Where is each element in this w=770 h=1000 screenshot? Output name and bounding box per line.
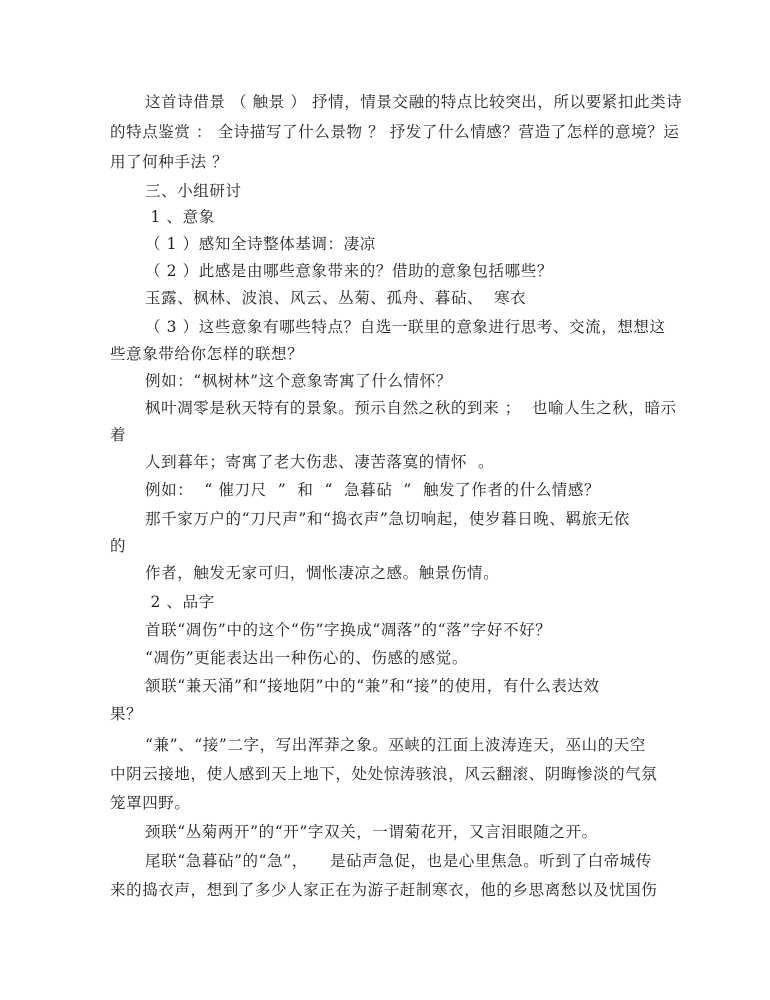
text-line: 枫叶凋零是秋天特有的景象。预示自然之秋的到来 ； 也喻人生之秋，暗示	[145, 399, 677, 417]
text-line: 的	[110, 537, 127, 555]
text-line: 着	[110, 426, 127, 444]
text-line: 例如： “ 催刀尺 ” 和 “ 急暮砧 ” 触发了作者的什么情感？	[145, 481, 601, 499]
text-line: “兼”、“接”二字，写出浑莽之象。巫峡的江面上波涛连天，巫山的天空	[145, 736, 646, 754]
text-line: （ 1 ）感知全诗整体基调：凄凉	[145, 235, 376, 253]
text-line: 用了何种手法 ？	[110, 153, 229, 171]
text-line: 作者，触发无家可归，惆怅凄凉之感。触景伤情。	[145, 564, 500, 582]
text-line: 首联“凋伤”中的这个“伤”字换成“凋落”的“落”字好不好？	[145, 621, 552, 639]
text-line: 颈联“丛菊两开”的“开”字双关，一谓菊花开，又言泪眼随之开。	[145, 823, 598, 841]
text-line: 玉露、枫林、波浪、风云、丛菊、孤舟、暮砧、 寒衣	[145, 289, 527, 307]
text-line: 的特点鉴赏 ： 全诗描写了什么景物 ？ 抒发了什么情感？营造了怎样的意境？运	[110, 123, 680, 141]
text-line: 这首诗借景 （ 触景 ） 抒情，情景交融的特点比较突出，所以要紧扣此类诗	[145, 93, 683, 111]
text-line: “凋伤”更能表达出一种伤心的、伤感的感觉。	[145, 649, 468, 667]
section-heading: 三、小组研讨	[145, 182, 242, 200]
text-line: 那千家万户的“刀尺声”和“捣衣声”急切响起，使岁暮日晚、羁旅无依	[145, 510, 630, 528]
text-line: 笼罩四野。	[110, 794, 191, 812]
text-line: 些意象带给你怎样的联想？	[110, 345, 304, 363]
text-line: 中阴云接地，使人感到天上地下，处处惊涛骇浪，风云翻滚、阴晦惨淡的气氛	[110, 765, 658, 783]
text-line: （ 3 ）这些意象有哪些特点？自选一联里的意象进行思考、交流，想想这	[145, 318, 666, 336]
text-line: 人到暮年；寄寓了老大伤悲、凄苦落寞的情怀 。	[145, 453, 495, 471]
text-line: 果？	[110, 705, 143, 723]
subsection-heading: 1 、意象	[145, 208, 215, 226]
subsection-heading: 2 、品字	[145, 593, 215, 611]
text-line: （ 2 ）此感是由哪些意象带来的？借助的意象包括哪些？	[145, 262, 553, 280]
text-line: 尾联“急暮砧”的“急”， 是砧声急促，也是心里焦急。听到了白帝城传	[145, 852, 653, 870]
text-line: 来的捣衣声，想到了多少人家正在为游子赶制寒衣，他的乡思离愁以及忧国伤	[110, 881, 658, 899]
text-line: 颔联“兼天涌”和“接地阴”中的“兼”和“接”的使用，有什么表达效	[145, 677, 600, 695]
text-line: 例如：“枫树林”这个意象寄寓了什么情怀？	[145, 372, 452, 390]
